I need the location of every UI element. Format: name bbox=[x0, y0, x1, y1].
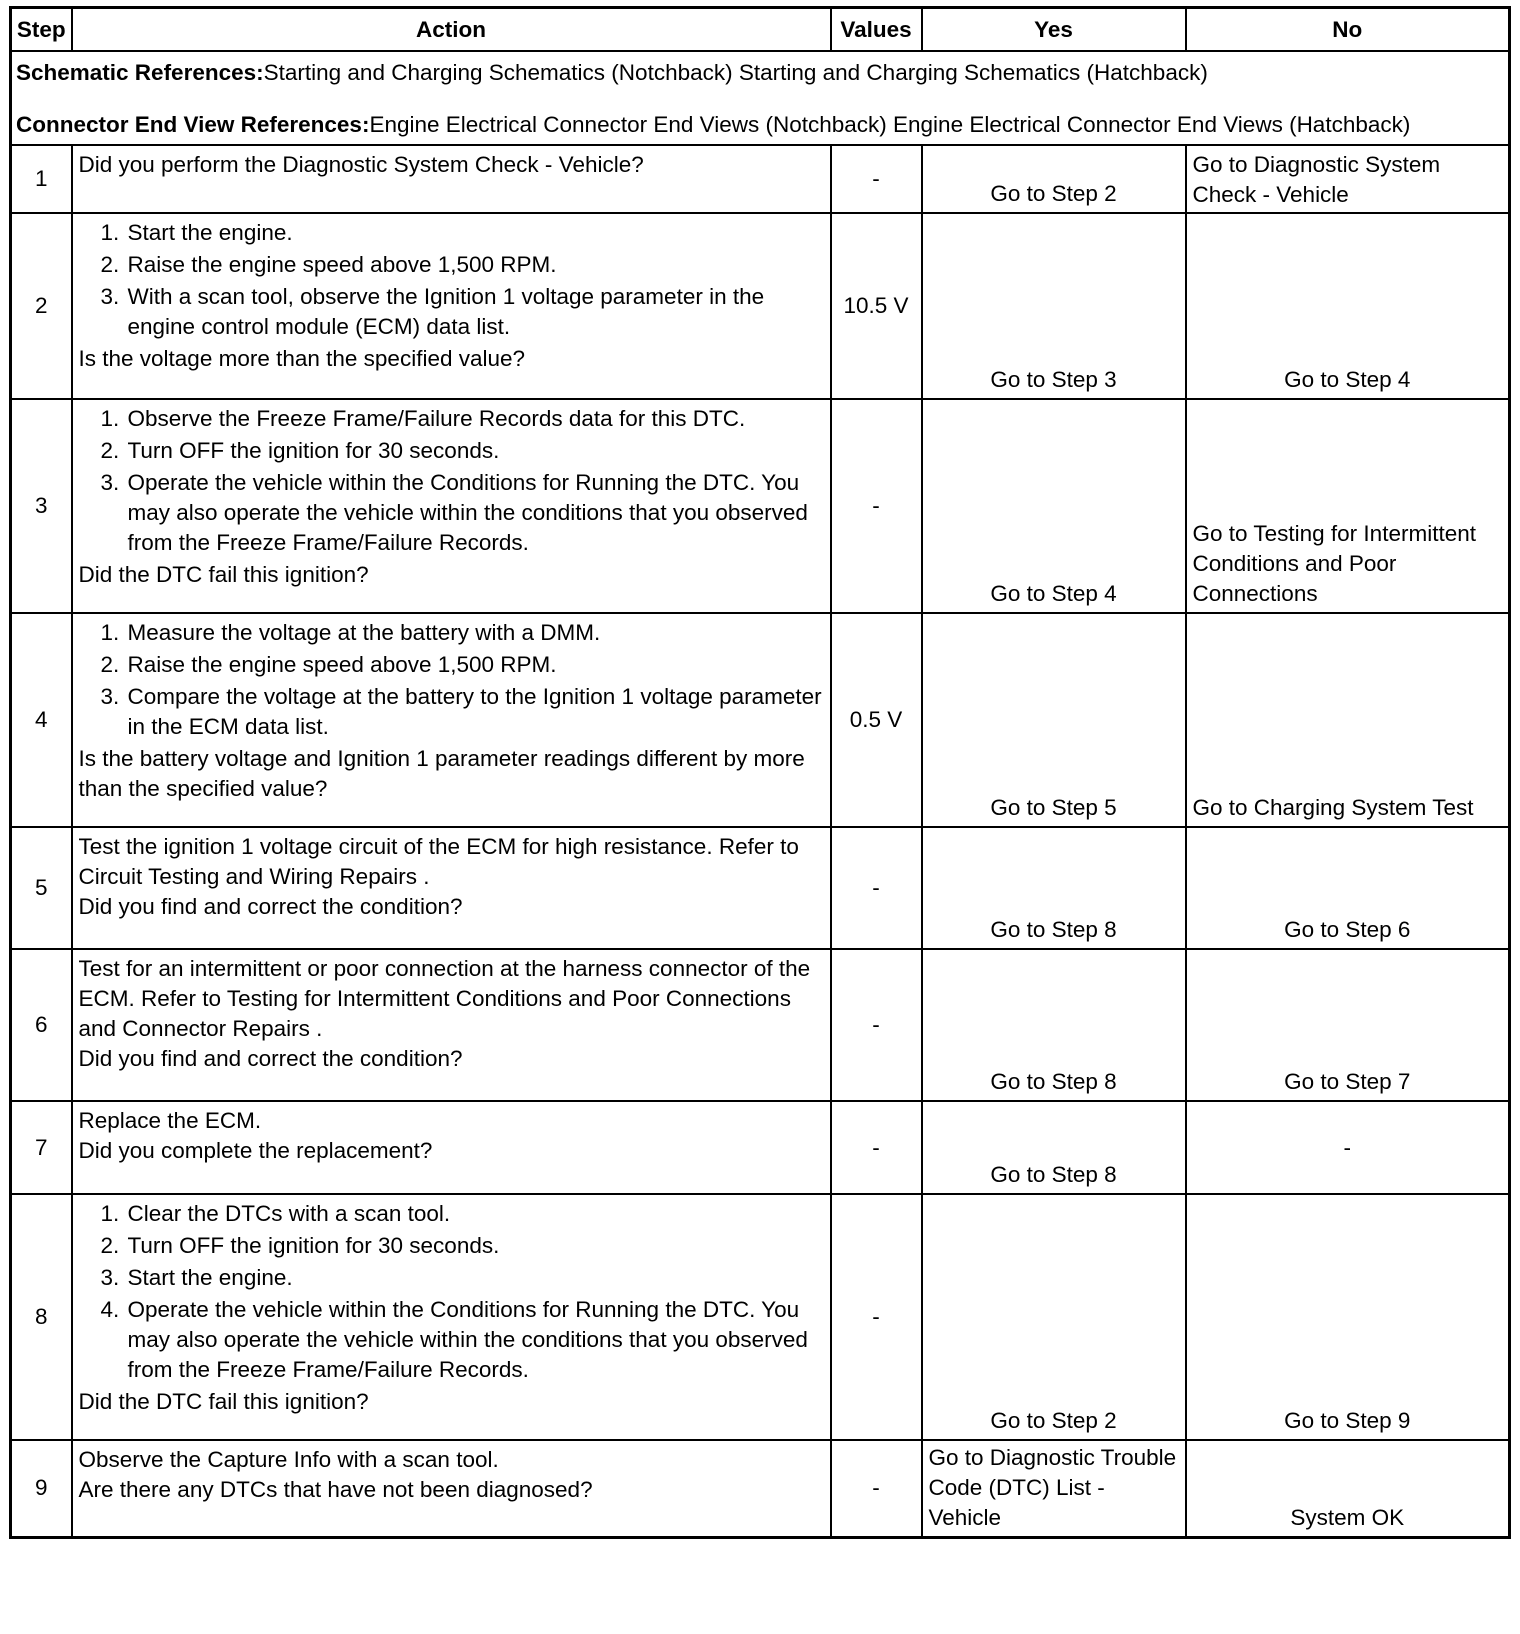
yes-cell bbox=[922, 1194, 1186, 1440]
yes-cell bbox=[922, 213, 1186, 399]
yes-cell bbox=[922, 613, 1186, 827]
step-number: 8 bbox=[11, 1194, 72, 1440]
action-steps-list bbox=[79, 404, 824, 558]
table-row bbox=[11, 145, 1510, 213]
no-result: Go to Step 6 bbox=[1284, 917, 1411, 942]
no-result: Go to Charging System Test bbox=[1192, 795, 1474, 820]
action-step-item: 2. Turn OFF the ignition for 30 seconds. bbox=[126, 1231, 824, 1261]
value-cell: - bbox=[831, 1101, 922, 1194]
no-cell bbox=[1186, 399, 1510, 613]
yes-result: Go to Step 4 bbox=[990, 581, 1117, 606]
action-cell bbox=[72, 1101, 831, 1194]
step-number: 2 bbox=[11, 213, 72, 399]
action-steps-list bbox=[79, 1199, 824, 1385]
value-cell: - bbox=[831, 1194, 922, 1440]
step-number: 7 bbox=[11, 1101, 72, 1194]
connector-references-label: Connector End View References: bbox=[16, 112, 370, 137]
action-text: Test the ignition 1 voltage circuit of the ECM for high resistance. Refer to Circuit Testing and Wiring Repairs . bbox=[78, 834, 799, 889]
yes-cell bbox=[922, 1440, 1186, 1537]
no-result: Go to Step 9 bbox=[1284, 1408, 1411, 1433]
value-cell: - bbox=[831, 399, 922, 613]
header-yes: Yes bbox=[922, 8, 1186, 52]
header-values: Values bbox=[831, 8, 922, 52]
schematic-references bbox=[16, 58, 1504, 88]
yes-result: Go to Step 2 bbox=[990, 1408, 1117, 1433]
header-step: Step bbox=[11, 8, 72, 52]
no-cell bbox=[1186, 213, 1510, 399]
no-cell bbox=[1186, 827, 1510, 949]
action-text: Observe the Capture Info with a scan tool. bbox=[78, 1447, 499, 1472]
yes-result: Go to Step 8 bbox=[990, 1069, 1117, 1094]
no-cell bbox=[1186, 613, 1510, 827]
yes-result: Go to Step 2 bbox=[990, 181, 1117, 206]
no-result: - bbox=[1343, 1134, 1351, 1160]
action-text: Test for an intermittent or poor connection at the harness connector of the ECM. Refer to Testing for Intermittent Conditions and Poor Connections and Connector Repairs . bbox=[78, 956, 811, 1041]
yes-cell bbox=[922, 399, 1186, 613]
yes-result: Go to Step 3 bbox=[990, 367, 1117, 392]
action-question: Did the DTC fail this ignition? bbox=[78, 1389, 369, 1414]
header-action: Action bbox=[72, 8, 831, 52]
no-cell bbox=[1186, 1194, 1510, 1440]
header-no: No bbox=[1186, 8, 1510, 52]
yes-cell bbox=[922, 827, 1186, 949]
action-cell bbox=[72, 613, 831, 827]
step-number: 6 bbox=[11, 949, 72, 1101]
schematic-references-text: Starting and Charging Schematics (Notchback) Starting and Charging Schematics (Hatchback) bbox=[263, 60, 1208, 85]
step-number: 9 bbox=[11, 1440, 72, 1537]
step-number: 4 bbox=[11, 613, 72, 827]
yes-cell bbox=[922, 145, 1186, 213]
no-result: Go to Step 7 bbox=[1284, 1069, 1411, 1094]
references-row bbox=[11, 51, 1510, 145]
action-step-item: 2. Turn OFF the ignition for 30 seconds. bbox=[126, 436, 824, 466]
no-cell bbox=[1186, 1440, 1510, 1537]
action-steps-list bbox=[79, 618, 824, 742]
table-row bbox=[11, 613, 1510, 827]
table-row bbox=[11, 949, 1510, 1101]
action-step-item: 3. With a scan tool, observe the Ignition 1 voltage parameter in the engine control module (ECM) data list. bbox=[126, 282, 824, 342]
action-question: Did you find and correct the condition? bbox=[78, 1046, 463, 1071]
action-step-item: 3. Compare the voltage at the battery to the Ignition 1 voltage parameter in the ECM data list. bbox=[126, 682, 824, 742]
action-step-item: 3. Operate the vehicle within the Conditions for Running the DTC. You may also operate the vehicle within the conditions that you observed from the Freeze Frame/Failure Records. bbox=[126, 468, 824, 558]
action-cell bbox=[72, 145, 831, 213]
value-cell: 0.5 V bbox=[831, 613, 922, 827]
action-cell bbox=[72, 827, 831, 949]
table-row bbox=[11, 1194, 1510, 1440]
header-row bbox=[11, 8, 1510, 52]
action-cell bbox=[72, 1194, 831, 1440]
no-cell bbox=[1186, 1101, 1510, 1194]
table-row bbox=[11, 827, 1510, 949]
connector-references-text: Engine Electrical Connector End Views (Notchback) Engine Electrical Connector End Views (Hatchback) bbox=[369, 112, 1411, 137]
action-cell bbox=[72, 949, 831, 1101]
value-cell: - bbox=[831, 827, 922, 949]
action-text: Did you perform the Diagnostic System Check - Vehicle? bbox=[78, 152, 644, 177]
value-cell: 10.5 V bbox=[831, 213, 922, 399]
action-cell bbox=[72, 399, 831, 613]
references-cell bbox=[11, 51, 1510, 145]
step-number: 1 bbox=[11, 145, 72, 213]
action-step-item: 2. Raise the engine speed above 1,500 RPM. bbox=[126, 650, 824, 680]
no-result: Go to Step 4 bbox=[1284, 367, 1411, 392]
action-cell bbox=[72, 213, 831, 399]
action-step-item: 4. Operate the vehicle within the Conditions for Running the DTC. You may also operate the vehicle within the conditions that you observed from the Freeze Frame/Failure Records. bbox=[126, 1295, 824, 1385]
yes-result: Go to Step 8 bbox=[990, 917, 1117, 942]
action-step-item: 2. Raise the engine speed above 1,500 RPM. bbox=[126, 250, 824, 280]
action-question: Did you find and correct the condition? bbox=[78, 894, 463, 919]
value-cell: - bbox=[831, 1440, 922, 1537]
no-result: Go to Diagnostic System Check - Vehicle bbox=[1192, 152, 1441, 207]
action-question: Are there any DTCs that have not been diagnosed? bbox=[78, 1477, 593, 1502]
yes-cell bbox=[922, 949, 1186, 1101]
action-question: Is the voltage more than the specified value? bbox=[78, 346, 526, 371]
action-cell bbox=[72, 1440, 831, 1537]
yes-result: Go to Diagnostic Trouble Code (DTC) List - Vehicle bbox=[928, 1444, 1177, 1530]
table-row bbox=[11, 399, 1510, 613]
step-number: 5 bbox=[11, 827, 72, 949]
yes-cell bbox=[922, 1101, 1186, 1194]
action-step-item: 1. Observe the Freeze Frame/Failure Records data for this DTC. bbox=[126, 404, 824, 434]
action-step-item: 1. Start the engine. bbox=[126, 218, 824, 248]
action-step-item: 3. Start the engine. bbox=[126, 1263, 824, 1293]
action-steps-list bbox=[79, 218, 824, 342]
action-question: Is the battery voltage and Ignition 1 parameter readings different by more than the specified value? bbox=[78, 746, 805, 801]
yes-result: Go to Step 5 bbox=[990, 795, 1117, 820]
yes-result: Go to Step 8 bbox=[990, 1162, 1117, 1187]
no-result: System OK bbox=[1290, 1504, 1405, 1530]
schematic-references-label: Schematic References: bbox=[16, 60, 264, 85]
action-question: Did the DTC fail this ignition? bbox=[78, 562, 369, 587]
value-cell: - bbox=[831, 145, 922, 213]
no-result: Go to Testing for Intermittent Conditions and Poor Connections bbox=[1192, 521, 1476, 606]
value-cell: - bbox=[831, 949, 922, 1101]
action-step-item: 1. Clear the DTCs with a scan tool. bbox=[126, 1199, 824, 1229]
table-row bbox=[11, 1101, 1510, 1194]
action-step-item: 1. Measure the voltage at the battery with a DMM. bbox=[126, 618, 824, 648]
diagnostic-table bbox=[9, 6, 1511, 1539]
no-cell bbox=[1186, 949, 1510, 1101]
step-number: 3 bbox=[11, 399, 72, 613]
connector-references bbox=[16, 110, 1504, 140]
action-text: Replace the ECM. bbox=[78, 1108, 262, 1133]
table-row bbox=[11, 1440, 1510, 1537]
table-row bbox=[11, 213, 1510, 399]
action-question: Did you complete the replacement? bbox=[78, 1138, 433, 1163]
no-cell bbox=[1186, 145, 1510, 213]
